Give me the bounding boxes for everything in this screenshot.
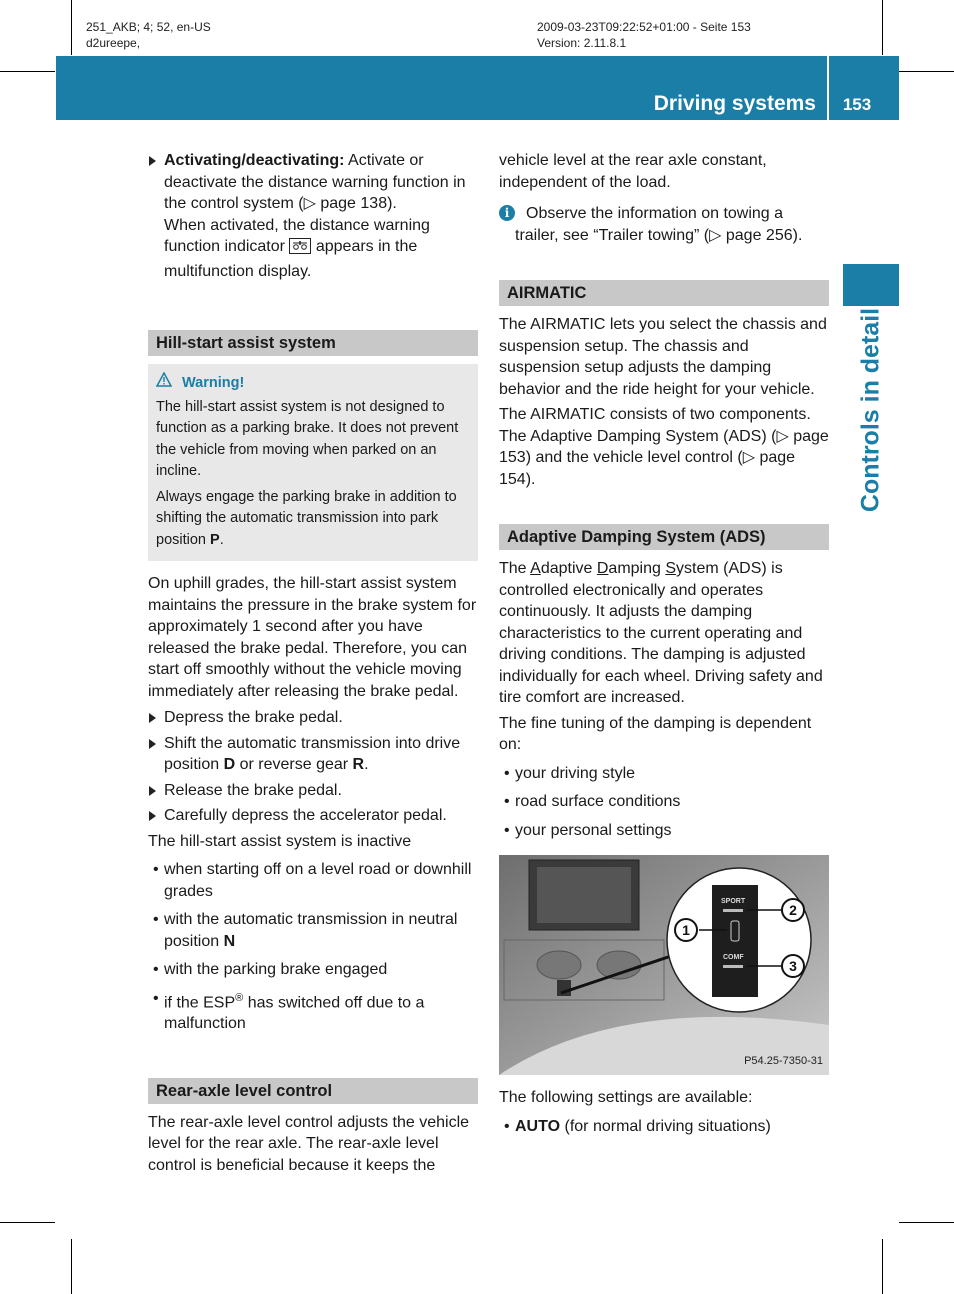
text: amping xyxy=(608,560,666,577)
list-item-text: your driving style xyxy=(515,764,636,782)
text: S xyxy=(665,560,677,577)
page-number: 153 xyxy=(842,95,872,114)
hill-start-intro: On uphill grades, the hill-start assist system maintains the pressure in the brake system for approximately 1 second after you have released the brake pedal. Therefore, you can start off smoothly without the vehicle moving immediately after releasing the brake pedal. xyxy=(148,575,477,700)
list-item: • with the parking brake engaged xyxy=(153,961,388,978)
list-item: • if the ESP® has switched off due to a malfunction xyxy=(153,989,425,1033)
step-text: Shift the automatic transmission into drive position xyxy=(164,734,461,773)
step-3: Release the brake pedal. xyxy=(148,780,478,802)
step-activating xyxy=(148,150,478,282)
info-note xyxy=(499,203,829,246)
setting-label: AUTO xyxy=(515,1117,561,1135)
list-item-text: (for normal driving situations) xyxy=(560,1117,771,1135)
meta-line: Version: 2.11.8.1 xyxy=(537,36,627,50)
step-label: Activating/deactivating: xyxy=(164,152,345,169)
crop-mark xyxy=(882,1239,883,1294)
warning-text-part: . xyxy=(219,531,224,548)
step-text: Activate or deactivate the distance warning function in the control system (▷ page 138). xyxy=(164,152,466,212)
registered-mark: ® xyxy=(235,991,244,1004)
figure-code: P54.25-7350-31 xyxy=(744,1054,823,1067)
comf-label: COMF xyxy=(723,954,744,961)
list-item: • road surface conditions xyxy=(504,793,681,810)
list-item: • when starting off on a level road or downhill grades xyxy=(153,861,472,900)
section-heading-rear-axle: Rear-axle level control xyxy=(148,1078,478,1104)
warning-text: The hill-start assist system is not designed to function as a parking brake. It does not prevent the vehicle from moving when parked on an incline. xyxy=(156,398,459,479)
info-text: Observe the information on towing a trailer, see “Trailer towing” (▷ page 256). xyxy=(515,205,803,244)
step-4: Carefully depress the accelerator pedal. xyxy=(148,805,478,827)
crop-mark xyxy=(899,1222,954,1223)
section-heading-hill-start: Hill-start assist system xyxy=(148,330,478,356)
list-item: • with the automatic transmission in neutral position N xyxy=(153,911,458,950)
chapter-label: Controls in detail xyxy=(856,307,885,513)
left-column xyxy=(148,150,478,1180)
gear-label: R xyxy=(352,756,365,773)
gear-label: P xyxy=(210,531,220,548)
warning-box xyxy=(148,364,478,561)
step-1: Depress the brake pedal. xyxy=(148,707,478,729)
sport-label: SPORT xyxy=(721,898,746,905)
meta-line: d2ureepe, xyxy=(86,36,141,50)
step-text: . xyxy=(364,756,369,773)
crop-mark xyxy=(0,1222,55,1223)
list-item-text: has switched off due to a malfunction xyxy=(164,993,425,1033)
print-meta-left xyxy=(86,19,211,51)
list-item: • your personal settings xyxy=(504,821,672,839)
text: The xyxy=(499,560,531,577)
crop-mark xyxy=(882,0,883,55)
crop-mark xyxy=(71,1239,72,1294)
warning-text-part: Always engage the parking brake in addition to shifting the automatic transmission into park position xyxy=(156,488,457,548)
section-heading-airmatic: AIRMATIC xyxy=(499,280,829,306)
meta-line: 2009-03-23T09:22:52+01:00 - Seite 153 xyxy=(537,20,751,34)
gear-label: N xyxy=(223,932,236,950)
list-item-text: if the ESP xyxy=(164,993,236,1011)
warning-triangle-icon xyxy=(156,372,172,395)
warning-title xyxy=(156,372,470,395)
callout-2: 2 xyxy=(789,902,797,918)
gear-label: D xyxy=(223,756,236,773)
chapter-tab xyxy=(843,264,899,306)
ads-p1 xyxy=(499,558,829,709)
list-item-text: road surface conditions xyxy=(515,793,681,810)
meta-line: 251_AKB; 4; 52, en-US xyxy=(86,20,211,34)
list-item: • your driving style xyxy=(504,764,636,782)
info-icon: i xyxy=(499,205,515,221)
text: ystem (ADS) is controlled electronically and operates continuously. It adjusts the damping characteristics to the current operating and driving conditions. The damping is adjusted individually for each wheel. Driving safety and tire comfort are increased. xyxy=(499,560,823,706)
right-column xyxy=(499,150,829,1144)
text: D xyxy=(596,560,609,577)
airmatic-p1: The AIRMATIC lets you select the chassis and suspension setup. The chassis and suspension setup adjusts the damping behavior and the ride height for your vehicle. xyxy=(499,316,827,398)
airmatic-p2: The AIRMATIC consists of two components. The Adaptive Damping System (ADS) (▷ page 153) and the vehicle level control (▷ page 154). xyxy=(499,406,829,488)
crop-mark xyxy=(899,71,954,72)
text: daptive xyxy=(540,560,597,577)
crop-mark xyxy=(71,0,72,55)
text: A xyxy=(530,560,541,577)
continued-text: vehicle level at the rear axle constant, independent of the load. xyxy=(499,152,767,191)
callout-3: 3 xyxy=(789,958,797,974)
section-heading-ads: Adaptive Damping System (ADS) xyxy=(499,524,829,550)
print-meta-right xyxy=(537,19,751,51)
callout-1: 1 xyxy=(682,922,690,938)
ads-switch-photo xyxy=(499,855,829,1075)
warning-text-2 xyxy=(156,487,470,552)
available-intro: The following settings are available: xyxy=(499,1089,753,1106)
list-item-text: with the automatic transmission in neutral position xyxy=(164,911,458,950)
list-item-text: with the parking brake engaged xyxy=(164,961,388,978)
list-item-text: when starting off on a level road or downhill grades xyxy=(164,861,472,900)
rear-axle-text: The rear-axle level control adjusts the vehicle level for the rear axle. The rear-axle level control is beneficial because it keeps the xyxy=(148,1113,470,1174)
warning-title-text: Warning! xyxy=(182,374,245,391)
list-item: • AUTO (for normal driving situations) xyxy=(504,1117,771,1135)
inactive-intro: The hill-start assist system is inactive xyxy=(148,832,412,850)
step-text: appears in the multifunction display. xyxy=(164,238,418,280)
step-text: When activated, the distance warning function indicator xyxy=(164,216,430,255)
list-item-text: your personal settings xyxy=(515,821,672,839)
step-text: or reverse gear xyxy=(235,756,353,773)
crop-mark xyxy=(0,71,55,72)
step-2 xyxy=(148,733,478,776)
distance-warning-icon xyxy=(289,238,311,261)
ads-p2: The fine tuning of the damping is dependent on: xyxy=(499,714,812,753)
page-title: Driving systems xyxy=(653,92,816,115)
photo-illustration xyxy=(499,855,829,1075)
